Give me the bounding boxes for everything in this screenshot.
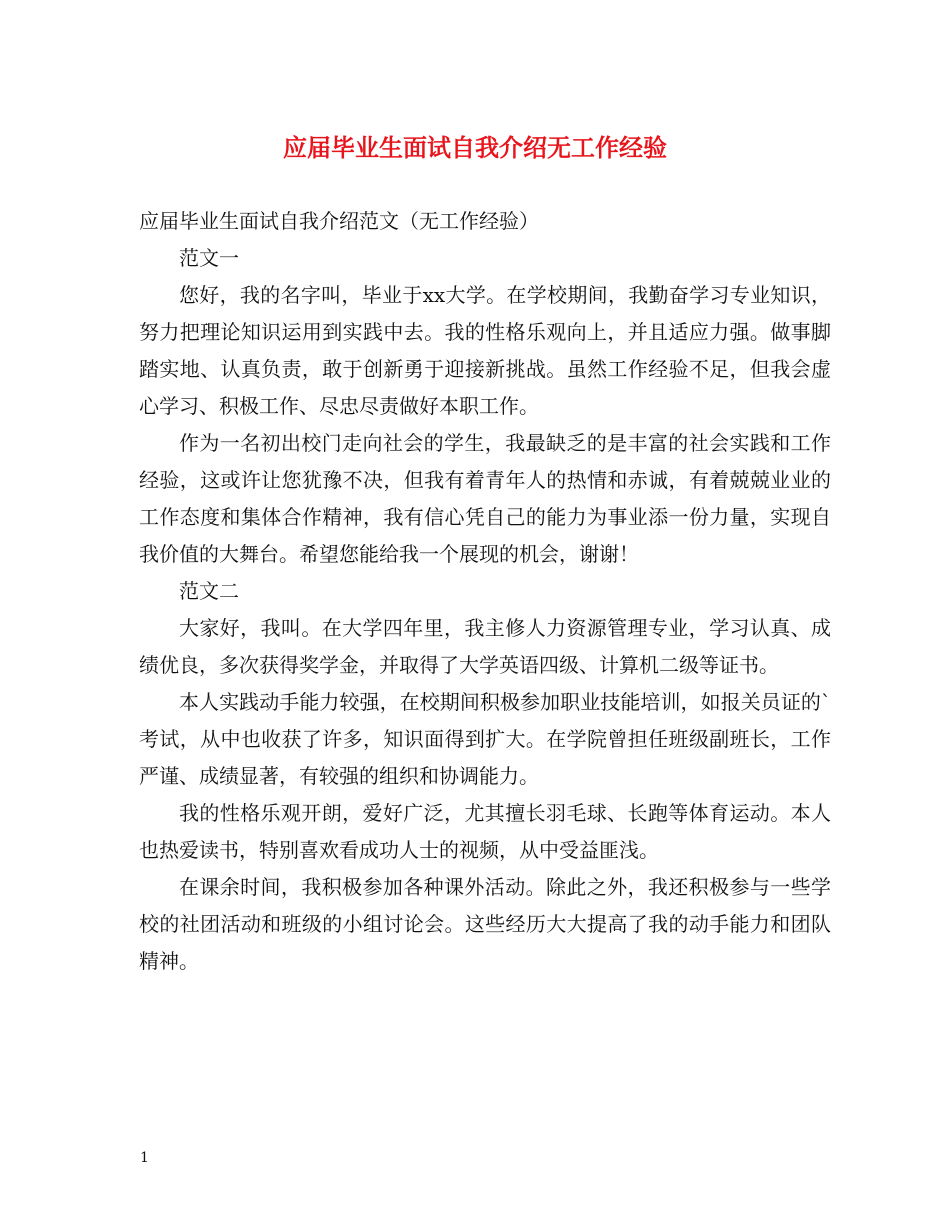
- paragraph: 在课余时间，我积极参加各种课外活动。除此之外，我还积极参与一些学校的社团活动和班级的小组讨论会。这些经历大大提高了我的动手能力和团队精神。: [139, 875, 831, 973]
- paragraph: 大家好，我叫。在大学四年里，我主修人力资源管理专业，学习认真、成绩优良，多次获得奖学金，并取得了大学英语四级、计算机二级等证书。: [139, 616, 831, 677]
- paragraph-heading-sample-1: 范文一: [179, 246, 239, 270]
- document-title: 应届毕业生面试自我介绍无工作经验: [283, 133, 667, 162]
- paragraph: 您好，我的名字叫，毕业于xx大学。在学校期间，我勤奋学习专业知识，努力把理论知识运用到实践中去。我的性格乐观向上，并且适应力强。做事脚踏实地、认真负责，敢于创新勇于迎接新挑战。虽然工作经验不足，但我会虚心学习、积极工作、尽忠尽责做好本职工作。: [139, 283, 831, 418]
- paragraph: 我的性格乐观开朗，爱好广泛，尤其擅长羽毛球、长跑等体育运动。本人也热爱读书，特别喜欢看成功人士的视频，从中受益匪浅。: [139, 801, 831, 862]
- page-number: 1: [140, 1150, 149, 1166]
- document-body: [139, 203, 831, 980]
- paragraph: 本人实践动手能力较强，在校期间积极参加职业技能培训，如报关员证的`考试，从中也收获了许多，知识面得到扩大。在学院曾担任班级副班长，工作严谨、成绩显著，有较强的组织和协调能力。: [139, 690, 831, 788]
- paragraph: 作为一名初出校门走向社会的学生，我最缺乏的是丰富的社会实践和工作经验，这或许让您犹豫不决，但我有着青年人的热情和赤诚，有着兢兢业业的工作态度和集体合作精神，我有信心凭自己的能力为事业添一份力量，实现自我价值的大舞台。希望您能给我一个展现的机会，谢谢！: [139, 431, 831, 566]
- paragraph-subtitle: 应届毕业生面试自我介绍范文（无工作经验）: [139, 209, 539, 233]
- paragraph-heading-sample-2: 范文二: [179, 579, 239, 603]
